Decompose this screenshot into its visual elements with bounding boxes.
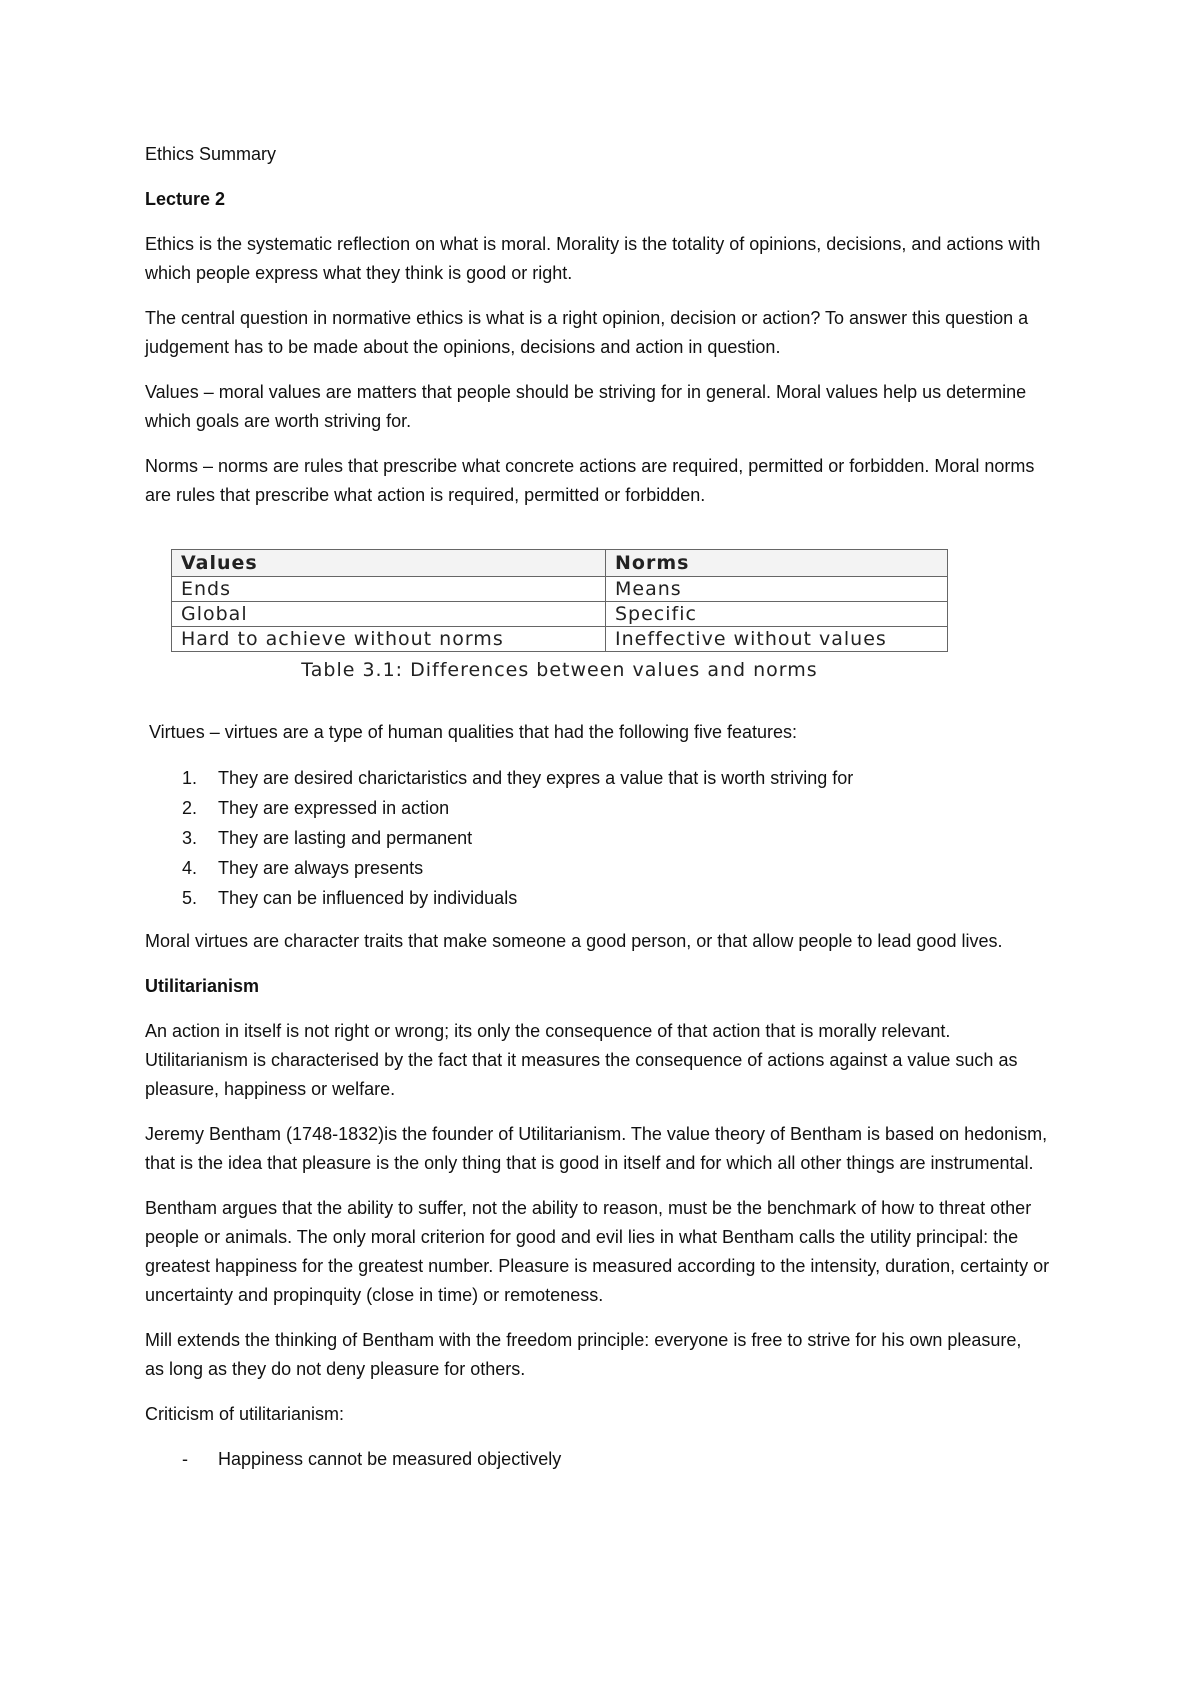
list-item: 3. They are lasting and permanent [182, 828, 473, 848]
criticism-heading: Criticism of utilitarianism: [145, 1404, 345, 1424]
list-item: 2. They are expressed in action [182, 798, 450, 818]
paragraph-bentham-founder: Jeremy Bentham (1748-1832)is the founder of Utilitarianism. The value theory of Bentham is based on hedonism, that is the idea that pleasure is the only thing that is good in itself and for which all other things are instrumental. [145, 1124, 1048, 1173]
table-cell: Ends [172, 577, 606, 602]
table-row [172, 577, 948, 602]
values-norms-table [171, 549, 948, 652]
list-item: 5. They can be influenced by individuals [182, 888, 518, 908]
table-header-norms: Norms [606, 550, 948, 577]
document-title: Ethics Summary [145, 144, 277, 164]
table-row [172, 602, 948, 627]
table-cell: Specific [606, 602, 948, 627]
paragraph-virtues-intro: Virtues – virtues are a type of human qualities that had the following five features: [149, 722, 798, 742]
paragraph-mill: Mill extends the thinking of Bentham with the freedom principle: everyone is free to strive for his own pleasure, as long as they do not deny pleasure for others. [145, 1330, 1022, 1379]
table-cell: Global [172, 602, 606, 627]
table-header-values: Values [172, 550, 606, 577]
paragraph-bentham-argument: Bentham argues that the ability to suffer, not the ability to reason, must be the benchmark of how to threat other people or animals. The only moral criterion for good and evil lies in what Bentham calls the utility principal: the greatest happiness for the greatest number. Pleasure is measured according to the intensity, duration, certainty or uncertainty and propinquity (close in time) or remoteness. [145, 1198, 1050, 1305]
list-item: 1. They are desired charictaristics and they expres a value that is worth striving for [182, 768, 854, 788]
list-item: - Happiness cannot be measured objectively [182, 1449, 562, 1469]
table-header-row [172, 550, 948, 577]
list-item: 4. They are always presents [182, 858, 424, 878]
paragraph-ethics-definition: Ethics is the systematic reflection on what is moral. Morality is the totality of opinions, decisions, and actions with which people express what they think is good or right. [145, 234, 1041, 283]
table-cell: Means [606, 577, 948, 602]
utilitarianism-heading: Utilitarianism [145, 976, 260, 996]
table-cell: Hard to achieve without norms [172, 627, 606, 652]
virtue-features-list [145, 763, 1065, 913]
paragraph-normative-ethics: The central question in normative ethics is what is a right opinion, decision or action? To answer this question a judgement has to be made about the opinions, decisions and action in question. [145, 308, 1029, 357]
paragraph-values: Values – moral values are matters that people should be striving for in general. Moral values help us determine which goals are worth striving for. [145, 382, 1027, 431]
document-page [145, 140, 1065, 526]
table-cell: Ineffective without values [606, 627, 948, 652]
lecture-heading: Lecture 2 [145, 189, 226, 209]
paragraph-norms: Norms – norms are rules that prescribe what concrete actions are required, permitted or forbidden. Moral norms are rules that prescribe what action is required, permitted or forbidden. [145, 456, 1035, 505]
criticism-list [145, 1445, 1065, 1474]
table-row [172, 627, 948, 652]
document-page-continued [145, 718, 1065, 1474]
table-caption: Table 3.1: Differences between values and norms [301, 659, 818, 681]
paragraph-utilitarianism-definition: An action in itself is not right or wrong; its only the consequence of that action that is morally relevant. Utilitarianism is characterised by the fact that it measures the consequence of actions against a value such as pleasure, happiness or welfare. [145, 1021, 1018, 1099]
paragraph-moral-virtues: Moral virtues are character traits that make someone a good person, or that allow people to lead good lives. [145, 931, 1003, 951]
